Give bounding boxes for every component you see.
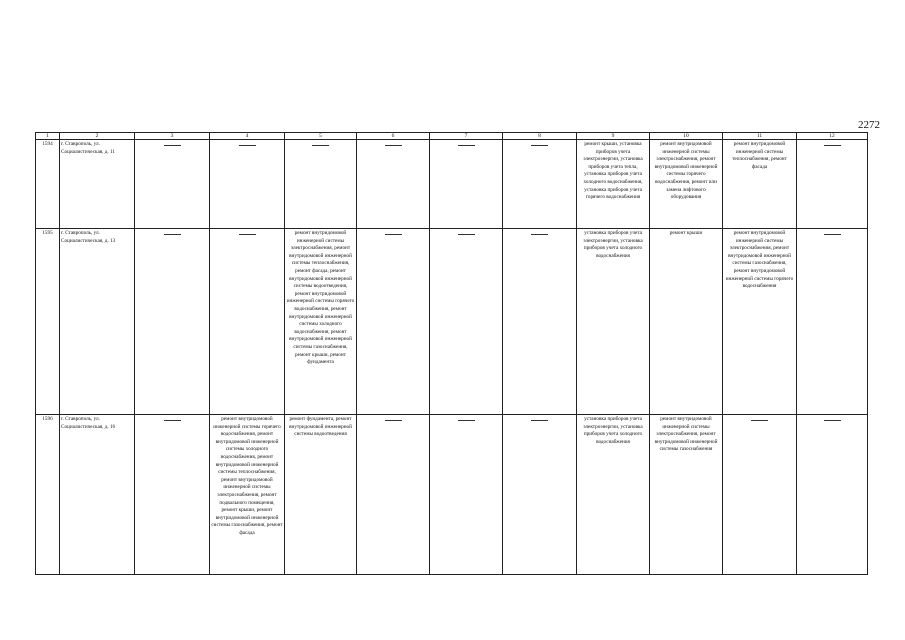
work-description-cell: ремонт внутридомовой инженерной системы электроснабжения, ремонт внутридомовой инженерной системы газоснабжения, ремонт внутридомовой инженерной системы горячего водоснабжения: [723, 229, 797, 415]
empty-dash-cell: [430, 140, 503, 229]
column-number-header: 5: [285, 133, 357, 140]
column-number-header: 3: [135, 133, 210, 140]
column-number-header: 11: [723, 133, 797, 140]
empty-dash-cell: [503, 415, 577, 575]
repair-schedule-table: [35, 132, 868, 575]
empty-dash-cell: [210, 229, 285, 415]
dash-mark: [164, 145, 181, 146]
dash-mark: [458, 234, 475, 235]
empty-dash-cell: [430, 229, 503, 415]
work-description-cell: ремонт крыши, установка приборов учета электроэнергии, установка приборов учета тепла, установка приборов учета холодного водоснабжения, установка приборов учета горячего водоснабжения: [577, 140, 650, 229]
work-description-cell: ремонт внутридомовой инженерной системы электроснабжения, ремонт внутридомовой инженерной системы горячего водоснабжения, ремонт или замена лифтового оборудования: [650, 140, 723, 229]
dash-mark: [824, 145, 841, 146]
dash-mark: [239, 234, 256, 235]
column-number-header: 4: [210, 133, 285, 140]
dash-mark: [458, 420, 475, 421]
column-number-header: 8: [503, 133, 577, 140]
table-row: [36, 140, 868, 229]
dash-mark: [239, 145, 256, 146]
work-description-cell: ремонт внутридомовой инженерной системы электроснабжения, ремонт внутридомовой инженерной системы газоснабжения: [650, 415, 723, 575]
dash-mark: [531, 234, 548, 235]
dash-mark: [385, 420, 402, 421]
work-description-cell: установка приборов учета электроэнергии, установка приборов учета холодного водоснабжения: [577, 229, 650, 415]
empty-dash-cell: [797, 229, 868, 415]
row-number: 1596: [36, 415, 60, 575]
dash-mark: [164, 420, 181, 421]
dash-mark: [531, 145, 548, 146]
row-number: 1595: [36, 229, 60, 415]
empty-dash-cell: [797, 140, 868, 229]
address-cell: г. Ставрополь, ул. Социалистическая, д. 13: [60, 229, 135, 415]
empty-dash-cell: [210, 140, 285, 229]
empty-dash-cell: [135, 140, 210, 229]
dash-mark: [751, 420, 768, 421]
dash-mark: [531, 420, 548, 421]
dash-mark: [824, 420, 841, 421]
table-row: [36, 415, 868, 575]
empty-dash-cell: [357, 415, 430, 575]
address-cell: г. Ставрополь, ул. Социалистическая, д. 11: [60, 140, 135, 229]
work-description-cell: ремонт внутридомовой инженерной системы горячего водоснабжения, ремонт внутридомовой инженерной системы холодного водоснабжения, ремонт внутридомовой инженерной системы теплоснабжения, ремонт внутридомовой инженерной системы электроснабжения, ремонт подвального помещения, ремонт крыши, ремонт внутридомовой инженерной системы газоснабжения, ремонт фасада: [210, 415, 285, 575]
work-description-cell: ремонт внутридомовой инженерной системы электроснабжения, ремонт внутридомовой инженерной системы теплоснабжения, ремонт фасада, ремонт внутридомовой инженерной системы водоотведения, ремонт внутридомовой инженерной системы горячего водоснабжения, ремонт внутридомовой инженерной системы холодного водоснабжения, ремонт внутридомовой инженерной системы газоснабжения, ремонт крыши, ремонт фундамента: [285, 229, 357, 415]
column-number-header: 10: [650, 133, 723, 140]
empty-dash-cell: [723, 415, 797, 575]
dash-mark: [458, 145, 475, 146]
empty-dash-cell: [430, 415, 503, 575]
dash-mark: [824, 234, 841, 235]
empty-dash-cell: [797, 415, 868, 575]
empty-dash-cell: [135, 229, 210, 415]
column-number-header: 9: [577, 133, 650, 140]
page-number: 2272: [858, 119, 880, 131]
empty-dash-cell: [285, 140, 357, 229]
work-description-cell: ремонт крыши: [650, 229, 723, 415]
column-number-header: 7: [430, 133, 503, 140]
dash-mark: [312, 145, 329, 146]
work-description-cell: установка приборов учета электроэнергии, установка приборов учета холодного водоснабжения: [577, 415, 650, 575]
empty-dash-cell: [503, 229, 577, 415]
empty-dash-cell: [357, 140, 430, 229]
dash-mark: [385, 145, 402, 146]
table-row: [36, 229, 868, 415]
work-description-cell: ремонт внутридомовой инженерной системы теплоснабжения, ремонт фасада: [723, 140, 797, 229]
empty-dash-cell: [357, 229, 430, 415]
dash-mark: [164, 234, 181, 235]
column-number-header: 6: [357, 133, 430, 140]
column-number-header: 1: [36, 133, 60, 140]
empty-dash-cell: [135, 415, 210, 575]
empty-dash-cell: [503, 140, 577, 229]
column-number-header: 12: [797, 133, 868, 140]
dash-mark: [385, 234, 402, 235]
work-description-cell: ремонт фундамента, ремонт внутридомовой инженерной системы водоотведения: [285, 415, 357, 575]
row-number: 1594: [36, 140, 60, 229]
column-number-header-row: [36, 133, 868, 140]
address-cell: г. Ставрополь, ул. Социалистическая, д. 16: [60, 415, 135, 575]
column-number-header: 2: [60, 133, 135, 140]
